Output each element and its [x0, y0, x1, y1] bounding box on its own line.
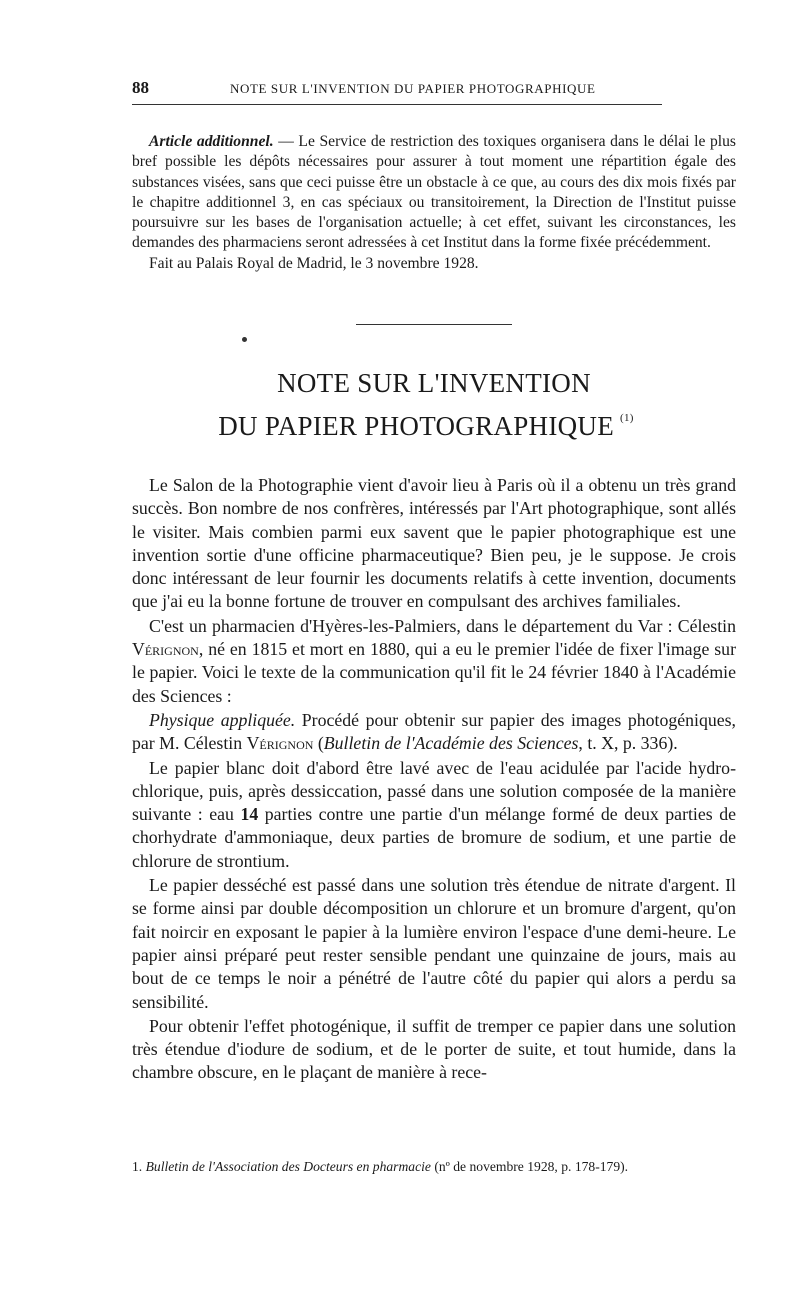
prior-article-text: — Le Service de restriction des toxiques organisera dans le délai le plus bref possible les dépôts nécessaires pour assurer à tout moment une répartition égale des substances visées, sans que ceci puisse être un obstacle à ce que, au cours des dix mois fixés par le chapitre additionnel 3, en cas spéciaux ou transitoirement, la Direction de l'Institut puisse poursuivre sur les bases de l'organisation actuelle; à cet effet, suivant les circonstances, les demandes des pharmaciens seront adressées à cet Institut dans la forme fixée précédemment. — [132, 133, 736, 252]
title-line-2-wrap — [124, 401, 728, 444]
footnote-number: 1. — [132, 1159, 143, 1174]
communication-heading: Physique appliquée. — [149, 709, 296, 730]
text-run: C'est un pharmacien d'Hyères-les-Palmiers, dans le département du Var : Célestin — [149, 615, 736, 636]
article-title — [132, 366, 736, 444]
text-run: Procédé pour obtenir sur papier des images photogéniques, par M. Célestin — [132, 709, 737, 754]
footnote-source: Bulletin de l'Association des Docteurs en pharmacie — [145, 1159, 431, 1174]
inventor-name: Vérignon — [246, 733, 314, 754]
page-number: 88 — [132, 78, 149, 97]
header-rule — [132, 104, 662, 105]
ink-speck — [242, 337, 247, 342]
body-paragraph: Pour obtenir l'effet photogénique, il suffit de tremper ce papier dans une solution très étendue d'iodure de sodium, et de le porter de suite, et tout humide, dans la chambre obscure, en le plaçant de manière à rece- — [132, 1015, 736, 1083]
footnote-rest: (nº de novembre 1928, p. 178-179). — [430, 1159, 629, 1174]
prior-article-paragraph — [132, 132, 736, 254]
text-run: ( — [313, 733, 324, 754]
title-line-2: DU PAPIER PHOTOGRAPHIQUE — [218, 411, 615, 441]
title-line-1: NOTE SUR L'INVENTION — [277, 368, 591, 398]
inventor-name: Vérignon — [132, 639, 199, 660]
body-paragraph: Le Salon de la Photographie vient d'avoir lieu à Paris où il a obtenu un très grand succès. Bon nombre de nos confrères, intéressés par l'Art photographique, sont allés le visiter. Mais combien parmi eux savent que le papier photographique est une invention sortie d'une officine pharmaceutique? Bien peu, je le suppose. Je crois donc intéressant de leur fournir les documents relatifs à cette invention, documents que j'ai eu la bonne fortune de trouver en compulsant des archives familiales. — [132, 475, 736, 612]
source-citation: Bulletin de l'Académie des Sciences — [323, 733, 579, 754]
prior-article-heading: Article additionnel. — [149, 133, 274, 150]
text-run: , né en 1815 et mort en 1880, qui a eu le premier l'idée de fixer l'image sur le papier. Voici le texte de la communication qu'il fit le 24 février 1840 à l'Académie des Sciences : — [132, 639, 736, 706]
body-paragraph: Le papier desséché est passé dans une solution très étendue de nitrate d'argent. Il se forme ainsi par double décomposition un chlorure et un bromure d'argent, qu'on fait noircir en exposant le papier à la lumière environ l'espace d'une demi-heure. Le papier ainsi préparé peut rester sensible pendant une quinzaine de jours, mais au bout de ce temps le noir a pénétré de l'autre côté du papier qui alors a perdu sa sensibilité. — [132, 875, 736, 1012]
text-run: parties contre une partie d'un mélange formé de deux parties de chorhydrate d'ammoniaque, deux parties de bromure de sodium, et une partie de chlorure de strontium. — [132, 804, 736, 871]
body-paragraph — [132, 757, 736, 873]
body-paragraph — [132, 615, 736, 708]
article-body — [132, 474, 736, 1085]
prior-article-section — [132, 132, 736, 274]
section-separator — [356, 324, 512, 325]
page-header — [132, 78, 662, 100]
footnote — [132, 1158, 736, 1176]
bold-number: 14 — [240, 804, 259, 825]
running-head: NOTE SUR L'INVENTION DU PAPIER PHOTOGRAPHIQUE — [230, 81, 596, 96]
title-footnote-marker: (1) — [620, 412, 634, 424]
prior-article-signoff: Fait au Palais Royal de Madrid, le 3 novembre 1928. — [149, 254, 479, 272]
text-run: Le papier blanc doit d'abord être lavé avec de l'eau acidulée par l'acide hydro-chlorique, puis, après dessiccation, passé dans une solution composée de la manière suivante : eau — [132, 757, 736, 825]
body-paragraph — [132, 709, 736, 756]
text-run: , t. X, p. 336). — [578, 733, 678, 754]
